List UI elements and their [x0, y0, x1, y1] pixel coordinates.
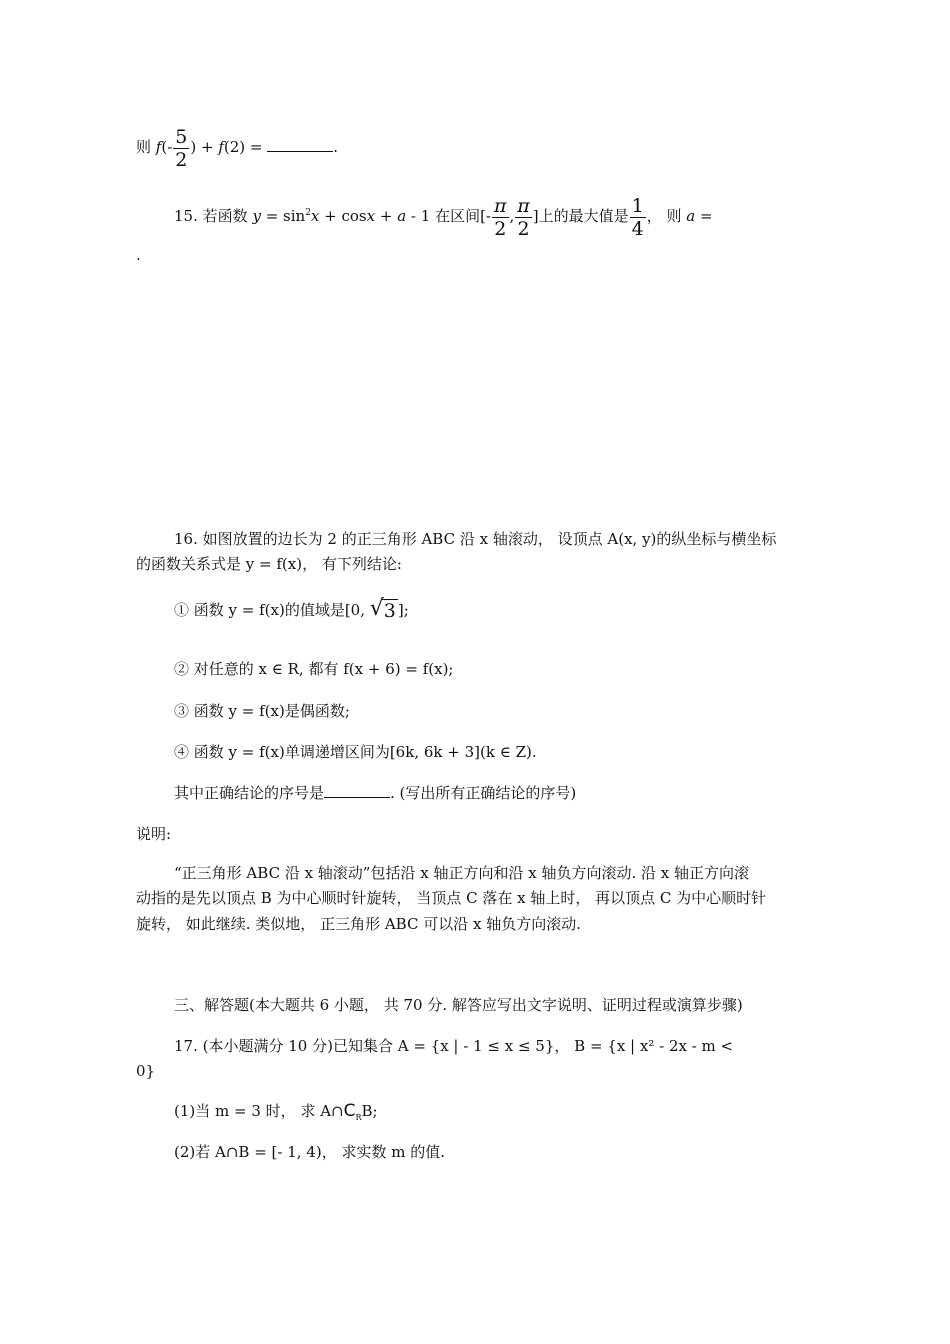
q15-pi1: π	[494, 194, 507, 217]
q15-a: a	[397, 207, 407, 225]
q15-line	[174, 190, 713, 240]
q16-answer-pre: 其中正确结论的序号是	[174, 784, 325, 802]
q16-line2: 的函数关系式是 y = f(x)， 有下列结论:	[136, 555, 402, 573]
q15-x2: x	[366, 207, 376, 225]
q17-part1-sub: R	[355, 1113, 362, 1122]
q17-part1-pre: (1)当 m = 3 时， 求 A∩	[174, 1102, 344, 1120]
q14-prefix: 则	[136, 138, 152, 156]
q15-sup: 2	[305, 208, 311, 218]
q15-plus: +	[375, 207, 398, 225]
q15-comma: ,	[509, 207, 515, 225]
q14-frac-num: 5	[175, 125, 188, 148]
q15-eq2: =	[695, 207, 713, 225]
q14-line	[136, 124, 338, 171]
q15-pi2: π	[517, 194, 530, 217]
section3-heading: 三、解答题(本大题共 6 小题， 共 70 分. 解答应写出文字说明、证明过程或演算步骤)	[174, 996, 743, 1014]
q14-answer-blank[interactable]	[267, 137, 333, 152]
q17-part1-c: C	[343, 1101, 356, 1121]
q14-end: .	[333, 138, 339, 156]
q16-note2: 动指的是先以顶点 B 为中心顺时针旋转， 当顶点 C 落在 x 轴上时， 再以顶点 C 为中心顺时针	[136, 889, 767, 907]
q15-a2: a	[686, 207, 696, 225]
q16-line1: 16. 如图放置的边长为 2 的正三角形 ABC 沿 x 轴滚动， 设顶点 A(x, y)的纵坐标与横坐标	[174, 530, 777, 548]
q15-text1: 若函数	[202, 207, 248, 225]
q15-d1: 2	[492, 217, 509, 240]
q17-part1	[174, 1100, 378, 1129]
q15-end: ， 则	[646, 207, 682, 225]
q15-y: y	[252, 207, 261, 225]
q15-mid: ]上的最大值是	[532, 207, 629, 225]
q15-frac1	[492, 195, 509, 240]
q16-item1-post: ];	[397, 601, 409, 619]
q14-open: (-	[161, 138, 173, 156]
q16-sqrt	[370, 593, 398, 629]
q16-item1	[174, 592, 409, 629]
q16-answer-post: . (写出所有正确结论的序号)	[390, 784, 577, 802]
q16-note1: “正三角形 ABC 沿 x 轴滚动”包括沿 x 轴正方向和沿 x 轴负方向滚动. 沿 x 轴正方向滚	[174, 864, 750, 882]
q17-line1: 17. (本小题满分 10 分)已知集合 A = {x | - 1 ≤ x ≤ 5}， B = {x | x² - 2x - m <	[174, 1037, 734, 1055]
q14-arg2: (2) =	[223, 138, 263, 156]
q16-answer-line	[174, 782, 576, 804]
q15-plus-cos: + cos	[319, 207, 367, 225]
q15-d3: 4	[631, 217, 644, 240]
q15-eq: = sin	[260, 207, 306, 225]
q15-d2: 2	[515, 217, 532, 240]
q14-f2: f	[218, 138, 224, 156]
q17-line2: 0}	[136, 1062, 156, 1080]
q15-n3: 1	[631, 194, 644, 217]
q16-item1-rad: 3	[383, 600, 396, 622]
q15-frac2	[515, 195, 532, 240]
q16-note-title: 说明:	[136, 825, 172, 843]
q15-x1: x	[310, 207, 320, 225]
q14-fraction	[173, 126, 189, 171]
q17-part2: (2)若 A∩B = [- 1, 4)， 求实数 m 的值.	[174, 1143, 446, 1161]
q16-item2: ② 对任意的 x ∈ R, 都有 f(x + 6) = f(x);	[174, 660, 454, 678]
q15-dot: .	[136, 246, 141, 264]
q16-item1-pre: ① 函数 y = f(x)的值域是[0,	[174, 601, 370, 619]
q14-frac-den: 2	[175, 148, 188, 171]
sqrt-symbol: √	[369, 596, 384, 621]
q16-item3: ③ 函数 y = f(x)是偶函数;	[174, 702, 350, 720]
q15-rest: - 1 在区间[-	[406, 207, 491, 225]
q14-close: ) +	[190, 138, 219, 156]
q14-f: f	[155, 138, 162, 156]
q16-answer-blank[interactable]	[324, 783, 390, 798]
q17-part1-post: B;	[361, 1102, 378, 1120]
q16-note3: 旋转， 如此继续. 类似地， 正三角形 ABC 可以沿 x 轴负方向滚动.	[136, 915, 581, 933]
q15-frac3	[630, 195, 646, 240]
q16-item4: ④ 函数 y = f(x)单调递增区间为[6k, 6k + 3](k ∈ Z).	[174, 743, 537, 761]
q15-number: 15.	[174, 207, 198, 225]
